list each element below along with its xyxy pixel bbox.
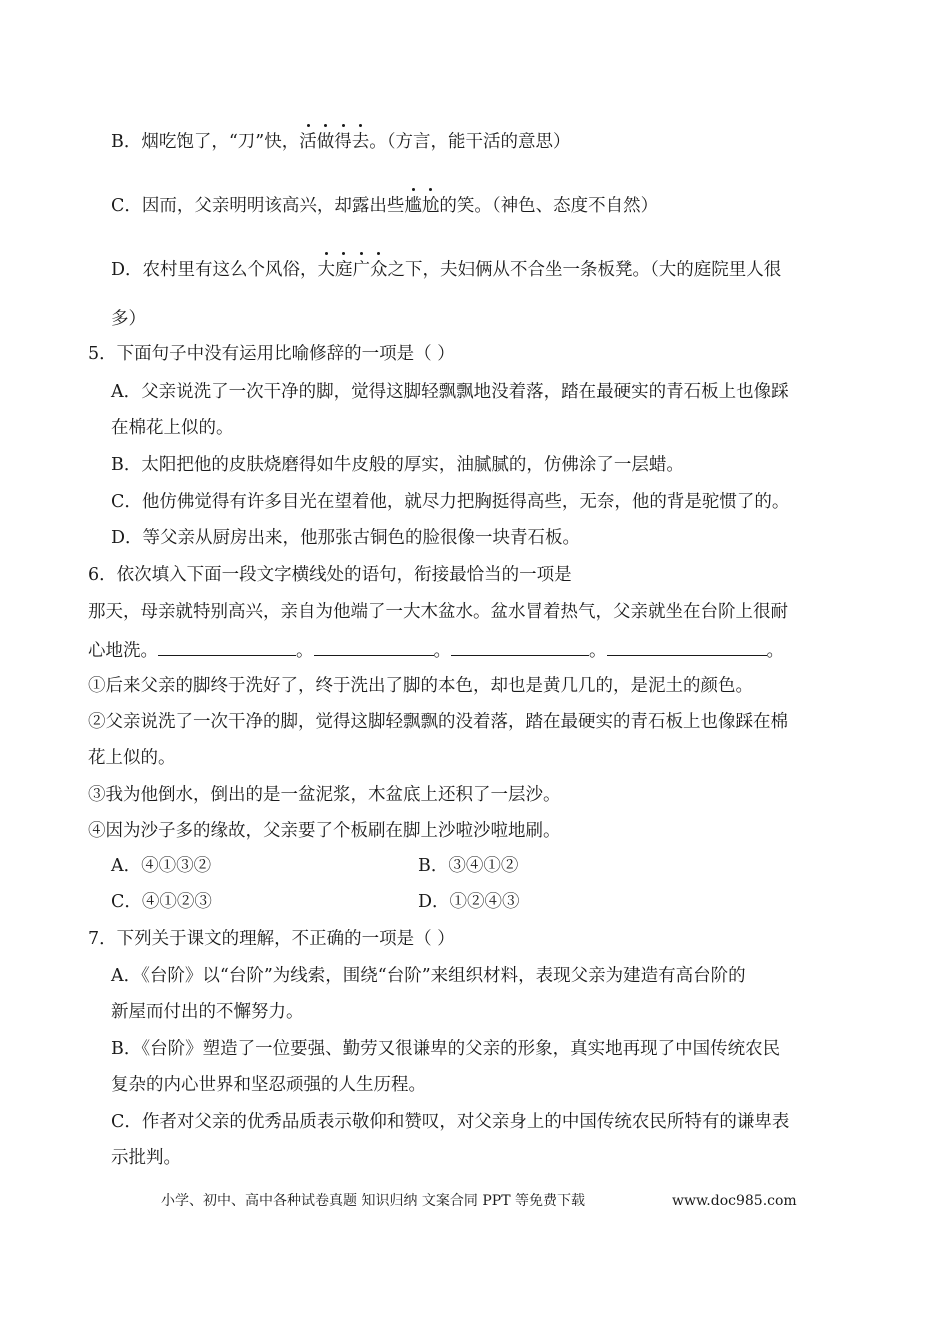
q6-options-row2 <box>111 890 863 914</box>
q5-option-d: D．等父亲从厨房出来，他那张古铜色的脸很像一块青石板。 <box>111 528 581 548</box>
q6-option-c: C．④①②③ <box>111 892 212 912</box>
q4-d-text-pre: D．农村里有这么个风俗， <box>111 260 318 280</box>
q6-sentence-2-line2: 花上似的。 <box>88 748 176 768</box>
q4-d-text-post: 之下，夫妇俩从不合坐一条板凳。（大的庭院里人很 <box>387 260 782 280</box>
emphasis-char: 尬 <box>421 196 440 216</box>
q4-option-c <box>111 194 863 218</box>
q6-sentence-2-line1: ②父亲说洗了一次干净的脚，觉得这脚轻飘飘的没着落，踏在最硬实的青石板上也像踩在棉 <box>88 712 788 732</box>
emphasis-char: 得 <box>334 132 352 152</box>
q7-stem: 7．下列关于课文的理解，不正确的一项是（ ） <box>88 929 455 949</box>
emphasis-char: 活 <box>299 132 317 152</box>
emphasis-char: 大 <box>317 260 336 280</box>
q6-passage-line1: 那天，母亲就特别高兴，亲自为他端了一大木盆水。盆水冒着热气，父亲就坐在台阶上很耐 <box>88 602 788 622</box>
q4-option-b <box>111 130 863 154</box>
emphasis-char: 众 <box>370 260 388 280</box>
q6-option-d: D．①②④③ <box>418 892 520 912</box>
emphasis-char: 做 <box>316 132 335 152</box>
q4-b-text-pre: B．烟吃饱了，“刀”快， <box>111 132 300 152</box>
q5-option-a-line2: 在棉花上似的。 <box>111 418 234 438</box>
emphasis-char: 去 <box>351 132 370 152</box>
q7-option-c-line1: C．作者对父亲的优秀品质表示敬仰和赞叹，对父亲身上的中国传统农民所特有的谦卑表 <box>111 1112 790 1132</box>
q6-sentence-1: ①后来父亲的脚终于洗好了，终于洗出了脚的本色，却也是黄几几的，是泥土的颜色。 <box>88 676 753 696</box>
q7-option-a-line1: A．《台阶》以“台阶”为线索，围绕“台阶”来组织材料，表现父亲为建造有高台阶的 <box>111 966 746 986</box>
q6-passage-line2 <box>88 637 863 663</box>
q5-stem: 5．下面句子中没有运用比喻修辞的一项是（ ） <box>88 344 455 364</box>
q5-option-b: B．太阳把他的皮肤烧磨得如牛皮般的厚实，油腻腻的，仿佛涂了一层蜡。 <box>111 455 684 475</box>
q6-option-b: B．③④①② <box>418 856 519 876</box>
blank-separator: 。 <box>296 641 314 661</box>
q7-option-b-line1: B．《台阶》塑造了一位要强、勤劳又很谦卑的父亲的形象，真实地再现了中国传统农民 <box>111 1039 781 1059</box>
emphasis-char: 庭 <box>335 260 353 280</box>
q6-passage-start: 心地洗。 <box>88 641 158 661</box>
q6-option-a: A．④①③② <box>111 856 212 876</box>
q6-sentence-3: ③我为他倒水，倒出的是一盆泥浆，木盆底上还积了一层沙。 <box>88 785 561 805</box>
fill-blank <box>158 637 296 656</box>
footer-url-link[interactable]: www.doc985.com <box>672 1193 797 1209</box>
q7-option-a-line2: 新屋而付出的不懈努力。 <box>111 1002 304 1022</box>
q6-stem: 6．依次填入下面一段文字横线处的语句，衔接最恰当的一项是 <box>88 565 572 585</box>
blank-separator: 。 <box>589 641 607 661</box>
emphasis-char: 尴 <box>404 196 422 216</box>
fill-blank <box>314 637 434 656</box>
q6-options-row1 <box>111 854 863 878</box>
q4-b-text-post: 。（方言，能干活的意思） <box>369 132 571 152</box>
q4-c-text-post: 的笑。（神色、态度不自然） <box>439 196 659 216</box>
q5-option-c: C．他仿佛觉得有许多目光在望着他，就尽力把胸挺得高些，无奈，他的背是驼惯了的。 <box>111 492 790 512</box>
q6-sentence-4: ④因为沙子多的缘故，父亲要了个板刷在脚上沙啦沙啦地刷。 <box>88 821 561 841</box>
q7-option-b-line2: 复杂的内心世界和坚忍顽强的人生历程。 <box>111 1075 426 1095</box>
blank-separator: 。 <box>766 641 784 661</box>
q7-option-c-line2: 示批判。 <box>111 1148 181 1168</box>
fill-blank <box>451 637 589 656</box>
blank-separator: 。 <box>433 641 451 661</box>
q4-option-d-cont: 多） <box>111 309 146 329</box>
footer-text: 小学、初中、高中各种试卷真题 知识归纳 文案合同 PPT 等免费下载 <box>161 1193 585 1209</box>
fill-blank <box>607 637 767 656</box>
emphasis-char: 广 <box>352 260 371 280</box>
q4-c-text-pre: C．因而，父亲明明该高兴，却露出些 <box>111 196 405 216</box>
q4-option-d <box>111 258 863 282</box>
q5-option-a-line1: A．父亲说洗了一次干净的脚，觉得这脚轻飘飘地没着落，踏在最硬实的青石板上也像踩 <box>111 382 789 402</box>
